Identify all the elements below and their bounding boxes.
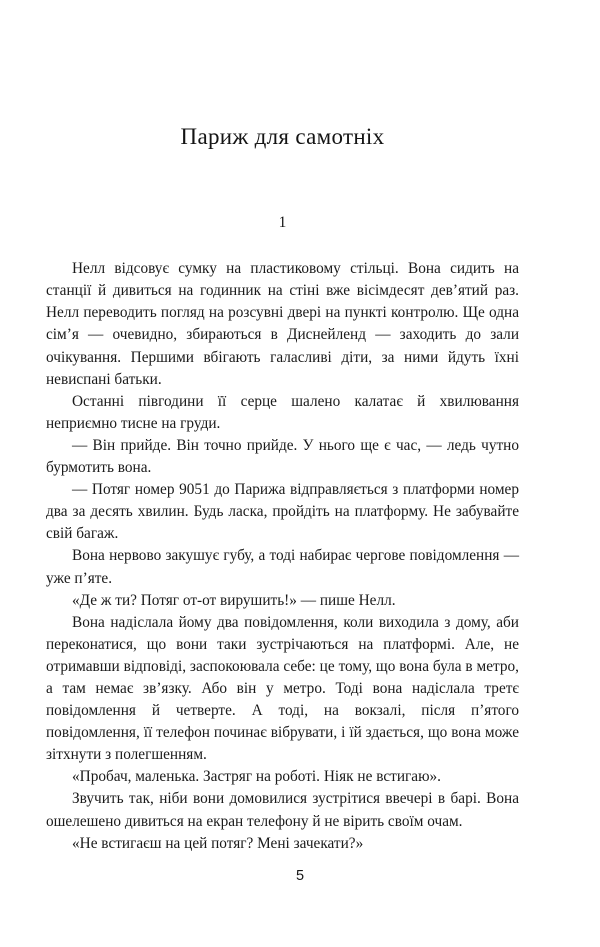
page-title: Париж для самотніх bbox=[180, 124, 385, 149]
paragraph: «Не встигаєш на цей потяг? Мені зачекати?» bbox=[72, 834, 364, 852]
paragraph: Вона надіслала йому два повідомлення, коли виходила з дому, аби переконатися, що вони таки зустрічаються на платформі. Але, не отримавши відповіді, заспокоювала себе: це тому, що вона була в метро, а там немає зв’язку. Або він у метро. Тоді вона надіслала третє повідомлення й четверте. А тоді, на вокзалі, після п’ятого повідомлення, її телефон починає вібрувати, і їй здається, що вона може зітхнути з полегшенням. bbox=[46, 613, 519, 764]
page-number: 5 bbox=[295, 868, 305, 884]
paragraph: Звучить так, ніби вони домовилися зустрітися ввечері в барі. Вона ошелешено дивиться на екран телефону й не вірить своїм очам. bbox=[46, 790, 519, 830]
paragraph: Нелл відсовує сумку на пластиковому стільці. Вона сидить на станції й дивиться на годинник на стіні вже вісімдесят дев’ятий раз. Нелл переводить погляд на розсувні двері на пункті контролю. Ще одна сім’я — очевидно, збираються в Диснейленд — заходить до зали очікування. Першими вбігають галасливі діти, за ними йдуть їхні невиспані батьки. bbox=[46, 260, 519, 388]
paragraph: — Він прийде. Він точно прийде. У нього ще є час, — ледь чутно бурмотить вона. bbox=[46, 436, 519, 477]
chapter-number: 1 bbox=[278, 213, 287, 231]
paragraph: Вона нервово закушує губу, а тоді набирає чергове повідомлення — уже п’яте. bbox=[46, 547, 519, 587]
paragraph: «Пробач, маленька. Застряг на роботі. Ніяк не встигаю». bbox=[72, 768, 441, 786]
page-content bbox=[46, 0, 519, 855]
paragraph: — Потяг номер 9051 до Парижа відправляється з платформи номер два за десять хвилин. Будь ласка, пройдіть на платформу. Не забувайте свій багаж. bbox=[46, 481, 519, 543]
body-text bbox=[46, 232, 519, 855]
paragraph: «Де ж ти? Потяг от-от вирушить!» — пише Нелл. bbox=[72, 591, 396, 609]
paragraph: Останні півгодини її серце шалено калатає й хвилювання неприємно тисне на груди. bbox=[46, 392, 519, 432]
